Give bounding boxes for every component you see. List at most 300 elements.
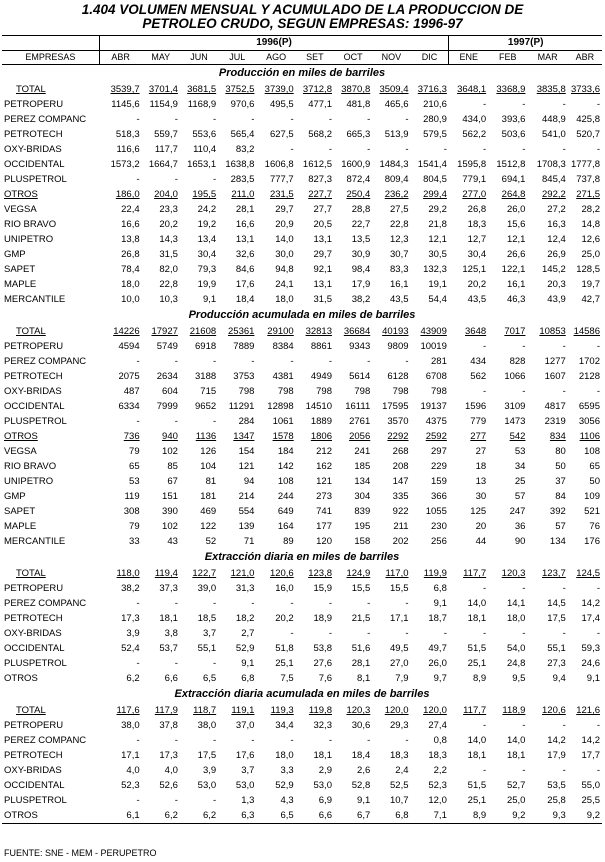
table-row [2,444,602,459]
value-cell: 120,6 [269,568,294,579]
value-cell: 3109 [504,401,526,412]
value-cell: - [482,765,487,776]
value-cell: 28,2 [581,204,600,215]
value-cell: 649 [277,506,294,517]
value-cell: 542 [509,431,526,442]
value-cell: 22,8 [390,219,409,230]
value-cell: 120,3 [346,705,371,716]
value-cell: 970,6 [230,99,255,110]
value-cell: 17,9 [547,750,566,761]
value-cell: 37,3 [159,583,178,594]
company-label: OTROS [4,189,38,200]
value-cell: 6,7 [334,808,372,824]
value-cell: 271,5 [576,189,600,200]
value-cell: - [405,356,409,367]
value-cell: 15,5 [351,583,371,594]
value-cell: 579,5 [423,129,447,140]
value-cell: 839 [354,506,371,517]
value-cell: 3716,3 [417,84,447,95]
value-cell: - [562,386,566,397]
value-cell: 627,5 [269,129,294,140]
value-cell: 9,1 [433,598,447,609]
value-cell: 13,1 [313,234,332,245]
value-cell: 15,6 [506,219,526,230]
value-cell: 1653,1 [187,159,217,170]
value-cell: - [367,598,371,609]
value-cell: 30,9 [351,249,371,260]
value-cell: 51,5 [467,643,487,654]
value-cell: 44 [475,536,487,547]
value-cell: - [367,114,371,125]
month-header: ENE [449,51,488,65]
value-cell: 25,1 [467,795,487,806]
value-cell: 42,7 [581,294,600,305]
value-cell: 27,0 [390,658,409,669]
value-cell: 52,9 [275,780,294,791]
value-cell: 53,0 [197,780,217,791]
value-cell: - [290,144,294,155]
value-cell: 102 [162,446,178,457]
table-row [2,733,602,748]
value-cell: 12898 [267,401,294,412]
value-cell: 6,5 [256,808,295,824]
value-cell: 277 [470,431,487,442]
table-row [2,232,602,247]
value-cell: 10,7 [390,795,409,806]
value-cell: 176 [584,536,600,547]
value-cell: 299,4 [423,189,447,200]
value-cell: 49,7 [428,643,447,654]
value-cell: - [482,144,487,155]
value-cell: 98,4 [351,264,371,275]
value-cell: 8861 [310,341,332,352]
value-cell: 3,9 [126,628,140,639]
value-cell: - [596,99,600,110]
table-row [2,671,602,686]
month-header: MAR [527,51,567,65]
month-header: ABR [99,51,141,65]
value-cell: 118,0 [116,568,140,579]
value-cell: - [212,598,217,609]
value-cell: 177 [316,521,332,532]
value-cell: 4,0 [126,765,140,776]
value-cell: 828 [509,356,526,367]
value-cell: 18 [475,461,487,472]
value-cell: 3,7 [241,765,255,776]
value-cell: - [328,735,332,746]
value-cell: 804,5 [423,174,447,185]
value-cell: 22,7 [351,219,371,230]
value-cell: - [482,583,487,594]
table-row [2,641,602,656]
month-header: NOV [372,51,410,65]
company-label: PLUSPETROL [4,174,67,185]
company-label: RIO BRAVO [4,219,57,230]
value-cell: - [136,114,140,125]
value-cell: - [596,386,600,397]
value-cell: 9,1 [202,294,217,305]
value-cell: 4375 [425,416,447,427]
value-cell: 16,0 [275,583,294,594]
section-title-row [2,549,602,566]
value-cell: - [212,174,217,185]
value-cell: 84 [555,491,566,502]
value-cell: 210,6 [423,99,447,110]
value-cell: 13,8 [121,234,140,245]
value-cell: 3368,9 [496,84,526,95]
value-cell: - [212,658,217,669]
value-cell: 264,8 [501,189,526,200]
value-cell: 0,8 [433,735,447,746]
table-row [2,459,602,474]
table-row [2,384,602,399]
value-cell: 6334 [118,401,140,412]
value-cell: 18,1 [313,750,332,761]
value-cell: 123,8 [308,568,332,579]
value-cell: - [482,386,487,397]
value-cell: 3870,8 [341,84,371,95]
value-cell: - [212,356,217,367]
value-cell: 16,6 [121,219,140,230]
value-cell: 230 [431,521,447,532]
value-cell: 139 [238,521,255,532]
value-cell: 741 [316,506,332,517]
value-cell: 20,3 [547,279,566,290]
value-cell: 55,1 [547,643,566,654]
value-cell: 2634 [156,371,178,382]
value-cell: 798 [392,386,409,397]
value-cell: 3056 [578,416,600,427]
value-cell: 52 [205,536,217,547]
value-cell: 85 [167,461,178,472]
value-cell: - [251,356,255,367]
value-cell: 17,4 [581,613,600,624]
company-label: PETROPERU [4,720,64,731]
value-cell: 513,9 [384,129,409,140]
value-cell: 89 [283,536,294,547]
table-row [2,262,602,277]
value-cell: 55,0 [581,780,600,791]
section-title-row [2,65,602,83]
value-cell: 23,3 [159,204,178,215]
value-cell: 15,5 [390,583,409,594]
value-cell: 1612,5 [302,159,332,170]
value-cell: - [405,598,409,609]
value-cell: 122,7 [192,568,217,579]
value-cell: 366 [431,491,447,502]
value-cell: 29,7 [313,249,332,260]
value-cell: 19,7 [581,279,600,290]
value-cell: 208 [392,461,409,472]
value-cell: - [136,598,140,609]
value-cell: 50 [589,476,600,487]
value-cell: 27,3 [547,658,566,669]
value-cell: 9,5 [512,673,526,684]
value-cell: - [596,628,600,639]
company-label: VEGSA [4,446,37,457]
section-title: Producción en miles de barriles [218,67,386,79]
table-row [2,626,602,641]
value-cell: - [562,765,566,776]
value-cell: - [482,628,487,639]
value-cell: 14586 [573,326,600,337]
value-cell: 6,8 [241,673,255,684]
table-row [2,718,602,733]
value-cell: - [562,628,566,639]
table-row [2,112,602,127]
table-row [2,778,602,793]
value-cell: 390 [162,506,178,517]
value-cell: 469 [200,506,217,517]
year-1997-header: 1997(P) [449,36,602,51]
value-cell: 487 [123,386,140,397]
value-cell: 7889 [233,341,255,352]
value-cell: 59,3 [581,643,600,654]
value-cell: 477,1 [308,99,332,110]
value-cell: 204,0 [154,189,178,200]
value-cell: 284 [238,416,255,427]
value-cell: 78,4 [121,264,140,275]
value-cell: 83,3 [390,264,409,275]
value-cell: 434,0 [462,114,487,125]
value-cell: 121,0 [230,568,255,579]
value-cell: 84,6 [235,264,255,275]
value-cell: 90 [514,536,526,547]
value-cell: 51,8 [275,643,294,654]
table-row [2,703,602,718]
value-cell: - [290,735,294,746]
month-header: AGO [256,51,295,65]
value-cell: 24,6 [581,658,600,669]
value-cell: 236,2 [384,189,409,200]
value-cell: 31,5 [313,294,332,305]
value-cell: 7017 [504,326,526,337]
value-cell: 229 [431,461,447,472]
month-header: MAY [142,51,180,65]
value-cell: 6595 [578,401,600,412]
month-header: JUL [218,51,256,65]
value-cell: 2761 [349,416,371,427]
value-cell: 17,3 [159,750,178,761]
value-cell: 335 [392,491,409,502]
value-cell: 19137 [420,401,447,412]
value-cell: 18,5 [197,613,217,624]
value-cell: 6,9 [318,795,332,806]
value-cell: - [522,628,526,639]
table-row [2,566,602,581]
table-row [2,339,602,354]
table-row [2,519,602,534]
month-header-row [2,51,602,65]
company-label: OCCIDENTAL [4,159,65,170]
value-cell: 71 [243,536,255,547]
value-cell: 36684 [343,326,371,337]
value-cell: 277,0 [462,189,487,200]
company-label: PETROPERU [4,99,64,110]
value-cell: - [562,720,566,731]
value-cell: 102 [162,521,178,532]
value-cell: 2,6 [357,765,371,776]
value-cell: 14,0 [467,735,487,746]
value-cell: 3539,7 [110,84,140,95]
value-cell: 104 [200,461,217,472]
value-cell: 9,1 [586,673,600,684]
value-cell: 31,3 [235,583,255,594]
value-cell: 119 [124,491,140,502]
value-cell: 125 [470,506,487,517]
value-cell: - [522,386,526,397]
value-cell: 256 [431,536,447,547]
value-cell: 27,5 [390,204,409,215]
value-cell: - [482,341,487,352]
value-cell: 53,8 [313,643,332,654]
company-label: TOTAL [16,326,46,337]
value-cell: 12,6 [581,234,600,245]
month-header: OCT [334,51,372,65]
value-cell: 119,4 [154,568,178,579]
value-cell: 79,3 [197,264,217,275]
value-cell: 195 [354,521,371,532]
section-title: Producción acumulada en miles de barriles [188,309,416,321]
value-cell: 9,1 [357,795,371,806]
value-cell: 30,4 [467,249,487,260]
value-cell: - [328,144,332,155]
value-cell: 121 [238,461,255,472]
value-cell: 250,4 [346,189,371,200]
value-cell: 6918 [195,341,217,352]
value-cell: - [522,341,526,352]
value-cell: 281 [431,356,447,367]
table-row [2,808,602,824]
value-cell: 8,9 [472,673,487,684]
value-cell: 52,6 [159,780,178,791]
value-cell: 1061 [272,416,294,427]
value-cell: 27 [475,446,487,457]
value-cell: 541,0 [542,129,566,140]
value-cell: 184 [277,446,294,457]
value-cell: 779,1 [462,174,487,185]
value-cell: 92,1 [313,264,332,275]
value-cell: 1154,9 [149,99,178,110]
value-cell: 30,7 [390,249,409,260]
value-cell: - [136,658,140,669]
value-cell: 122 [200,521,217,532]
company-label: OCCIDENTAL [4,401,65,412]
value-cell: 50 [555,461,566,472]
value-cell: 18,4 [235,294,255,305]
value-cell: 1578 [272,431,294,442]
table-row [2,217,602,232]
table-row [2,127,602,142]
value-cell: 30,6 [351,720,371,731]
company-label: UNIPETRO [4,234,54,245]
value-cell: 2075 [118,371,140,382]
table-row [2,748,602,763]
value-cell: 18,3 [467,219,487,230]
company-label: GMP [4,249,26,260]
value-cell: 18,0 [275,750,294,761]
value-cell: 798 [431,386,447,397]
value-cell: 162 [316,461,332,472]
value-cell: 834 [549,431,566,442]
value-cell: 164 [277,521,294,532]
value-cell: 25,1 [467,658,487,669]
value-cell: 231,5 [269,189,294,200]
value-cell: 14,0 [467,598,487,609]
value-cell: 520,7 [576,129,600,140]
value-cell: 211 [393,521,409,532]
company-label: PLUSPETROL [4,795,67,806]
value-cell: 13 [475,476,487,487]
value-cell: 52,9 [235,643,255,654]
value-cell: 119,9 [423,568,447,579]
value-cell: 393,6 [501,114,526,125]
value-cell: 52,3 [121,780,140,791]
company-label: TOTAL [16,84,46,95]
value-cell: 3509,4 [379,84,409,95]
value-cell: 12,7 [467,234,487,245]
value-cell: 3,3 [280,765,294,776]
value-cell: - [522,583,526,594]
value-cell: - [522,720,526,731]
value-cell: 872,4 [346,174,371,185]
value-cell: 3,7 [202,628,217,639]
value-cell: - [174,795,178,806]
value-cell: 26,9 [547,249,566,260]
empresas-header: EMPRESAS [2,51,99,65]
value-cell: 134 [354,476,371,487]
value-cell: 604 [162,386,178,397]
value-cell: 14,5 [547,598,566,609]
value-cell: 1066 [504,371,526,382]
value-cell: 34,4 [275,720,294,731]
value-cell: 27,6 [313,658,332,669]
value-cell: 24,2 [197,204,217,215]
value-cell: 241 [354,446,371,457]
year-header-row [2,36,602,51]
value-cell: 202 [392,536,409,547]
value-cell: 27,7 [313,204,332,215]
value-cell: 28,1 [235,204,255,215]
value-cell: - [562,99,566,110]
company-label: TOTAL [16,705,46,716]
value-cell: 19,9 [197,279,217,290]
value-cell: 154 [238,446,255,457]
company-label: PEREZ COMPANC [4,598,87,609]
value-cell: 6,5 [202,673,217,684]
company-label: OCCIDENTAL [4,780,65,791]
value-cell: 32813 [305,326,332,337]
company-label: RIO BRAVO [4,461,57,472]
value-cell: 777,7 [269,174,294,185]
value-cell: 134 [549,536,566,547]
value-cell: 297 [431,446,447,457]
value-cell: 18,4 [351,750,371,761]
value-cell: 30,4 [197,249,217,260]
company-label: PETROTECH [4,750,63,761]
value-cell: 29,2 [428,204,447,215]
value-cell: 554 [238,506,255,517]
value-cell: 4817 [544,401,566,412]
value-cell: 7,6 [318,673,332,684]
value-cell: 46,3 [506,294,526,305]
value-cell: 19,2 [197,219,217,230]
value-cell: 6,8 [433,583,447,594]
value-cell: 10,0 [121,294,140,305]
title-line-2: PETROLEO CRUDO, SEGUN EMPRESAS: 1996-97 [142,16,463,31]
value-cell: 147 [392,476,409,487]
value-cell: 1806 [310,431,332,442]
